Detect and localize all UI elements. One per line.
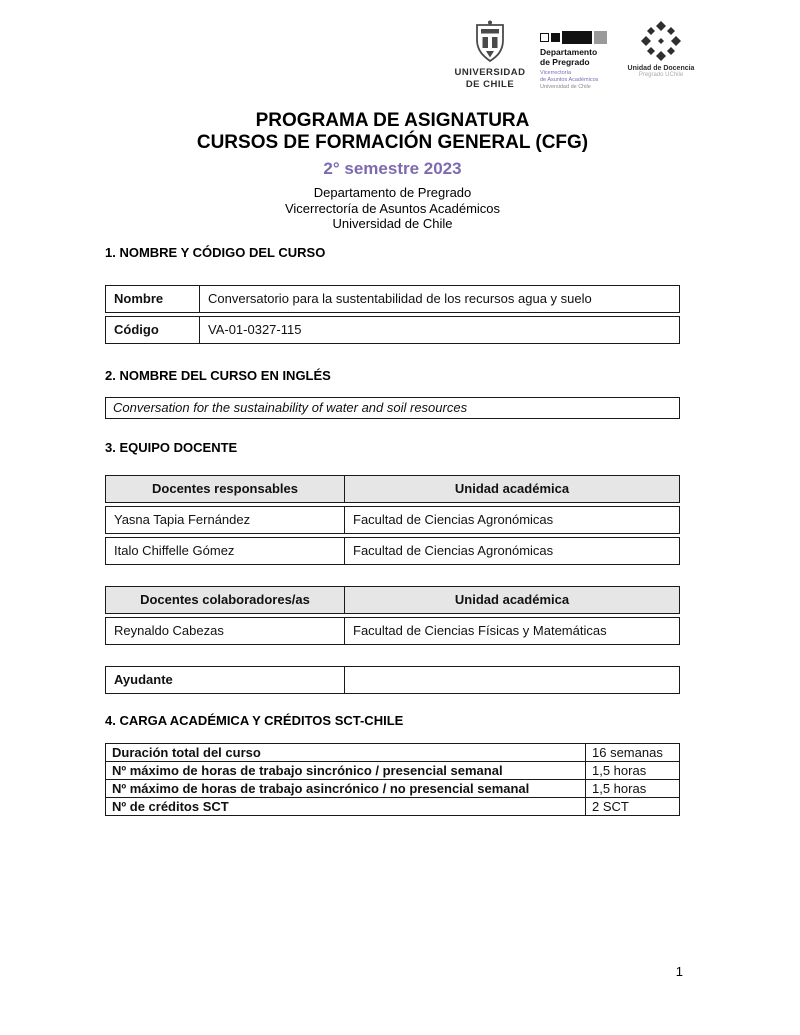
course-code-label: Código	[105, 316, 200, 344]
workload-credits-table	[105, 743, 680, 816]
pregrado-sub-line2: de Asuntos Académicos	[540, 76, 599, 83]
teacher-name: Yasna Tapia Fernández	[105, 506, 345, 534]
table-header-row	[105, 475, 680, 503]
document-body	[105, 245, 680, 816]
subtitle-universidad: Universidad de Chile	[332, 216, 453, 231]
course-code-value: VA-01-0327-115	[200, 316, 680, 344]
table-row	[105, 666, 680, 694]
pregrado-title-line1: Departamento	[540, 47, 598, 57]
table-row	[105, 285, 680, 313]
pregrado-gray-bar-icon	[594, 31, 607, 44]
english-name-box: Conversation for the sustainability of water and soil resources	[105, 397, 680, 419]
section1-heading: 1. NOMBRE Y CÓDIGO DEL CURSO	[105, 245, 326, 260]
uchile-logo-text	[455, 67, 526, 92]
sct-credits-value: 2 SCT	[586, 798, 680, 816]
table-row	[106, 798, 680, 816]
teacher-unit: Facultad de Ciencias Físicas y Matemáticas	[345, 617, 680, 645]
uchile-logo-line1: UNIVERSIDAD	[454, 67, 526, 78]
table-row	[105, 316, 680, 344]
uchile-crest-icon	[473, 20, 507, 64]
subtitle-departamento: Departamento de Pregrado	[313, 185, 472, 200]
docencia-logo-subtitle: Pregrado UChile	[638, 72, 684, 78]
table-row	[106, 780, 680, 798]
document-title-line2: CURSOS DE FORMACIÓN GENERAL (CFG)	[196, 132, 589, 153]
collaborating-teachers-table	[105, 583, 680, 648]
section2-heading: 2. NOMBRE DEL CURSO EN INGLÉS	[105, 368, 331, 383]
teacher-name: Italo Chiffelle Gómez	[105, 537, 345, 565]
pregrado-black-bar-icon	[562, 31, 592, 44]
section4-heading: 4. CARGA ACADÉMICA Y CRÉDITOS SCT-CHILE	[105, 713, 404, 728]
semester-label: 2° semestre 2023	[323, 159, 462, 178]
pregrado-sub-line3: Universidad de Chile	[540, 84, 591, 91]
table-row	[105, 537, 680, 565]
pregrado-logo-subtitle	[540, 70, 598, 92]
responsables-header: Docentes responsables	[105, 475, 345, 503]
pregrado-black-square-icon	[551, 33, 560, 42]
async-hours-label: Nº máximo de horas de trabajo asincrónico / no presencial semanal	[106, 780, 586, 798]
pregrado-logo	[540, 20, 620, 92]
duration-value: 16 semanas	[586, 744, 680, 762]
sync-hours-value: 1,5 horas	[586, 762, 680, 780]
teacher-unit: Facultad de Ciencias Agronómicas	[345, 506, 680, 534]
ayudante-label: Ayudante	[105, 666, 345, 694]
course-name-table	[105, 282, 680, 347]
document-header	[105, 110, 680, 232]
table-row	[105, 506, 680, 534]
assistant-table	[105, 663, 680, 697]
unidad-academica-header: Unidad académica	[345, 475, 680, 503]
teacher-unit: Facultad de Ciencias Agronómicas	[345, 537, 680, 565]
sync-hours-label: Nº máximo de horas de trabajo sincrónico / presencial semanal	[106, 762, 586, 780]
docencia-diamond-pattern-icon	[641, 20, 681, 62]
subtitle-vicerrectoria: Vicerrectoría de Asuntos Académicos	[284, 200, 501, 216]
async-hours-value: 1,5 horas	[586, 780, 680, 798]
document-title-line1: PROGRAMA DE ASIGNATURA	[255, 110, 530, 131]
document-subtitle-group	[105, 185, 680, 232]
colaboradores-header: Docentes colaboradores/as	[105, 586, 345, 614]
uchile-logo-line2: DE CHILE	[465, 79, 515, 91]
pregrado-sub-line1: Vicerrectoría	[540, 69, 572, 76]
uchile-logo	[450, 20, 530, 92]
unidad-academica-header: Unidad académica	[345, 586, 680, 614]
pregrado-logo-mark-icon	[540, 30, 607, 44]
table-row	[106, 744, 680, 762]
sct-credits-label: Nº de créditos SCT	[106, 798, 586, 816]
table-row	[106, 762, 680, 780]
course-name-value: Conversatorio para la sustentabilidad de los recursos agua y suelo	[200, 285, 680, 313]
course-name-label: Nombre	[105, 285, 200, 313]
logo-strip	[450, 20, 694, 92]
table-header-row	[105, 586, 680, 614]
section3-heading: 3. EQUIPO DOCENTE	[105, 440, 238, 455]
page-number: 1	[675, 964, 683, 979]
table-row	[105, 617, 680, 645]
teacher-name: Reynaldo Cabezas	[105, 617, 345, 645]
pregrado-outline-square-icon	[540, 33, 549, 42]
duration-label: Duración total del curso	[106, 744, 586, 762]
docencia-logo-title: Unidad de Docencia	[627, 65, 695, 72]
pregrado-logo-title	[540, 48, 597, 68]
docencia-logo	[628, 20, 694, 78]
ayudante-value	[345, 666, 680, 694]
pregrado-title-line2: de Pregrado	[540, 56, 590, 67]
responsible-teachers-table	[105, 472, 680, 568]
